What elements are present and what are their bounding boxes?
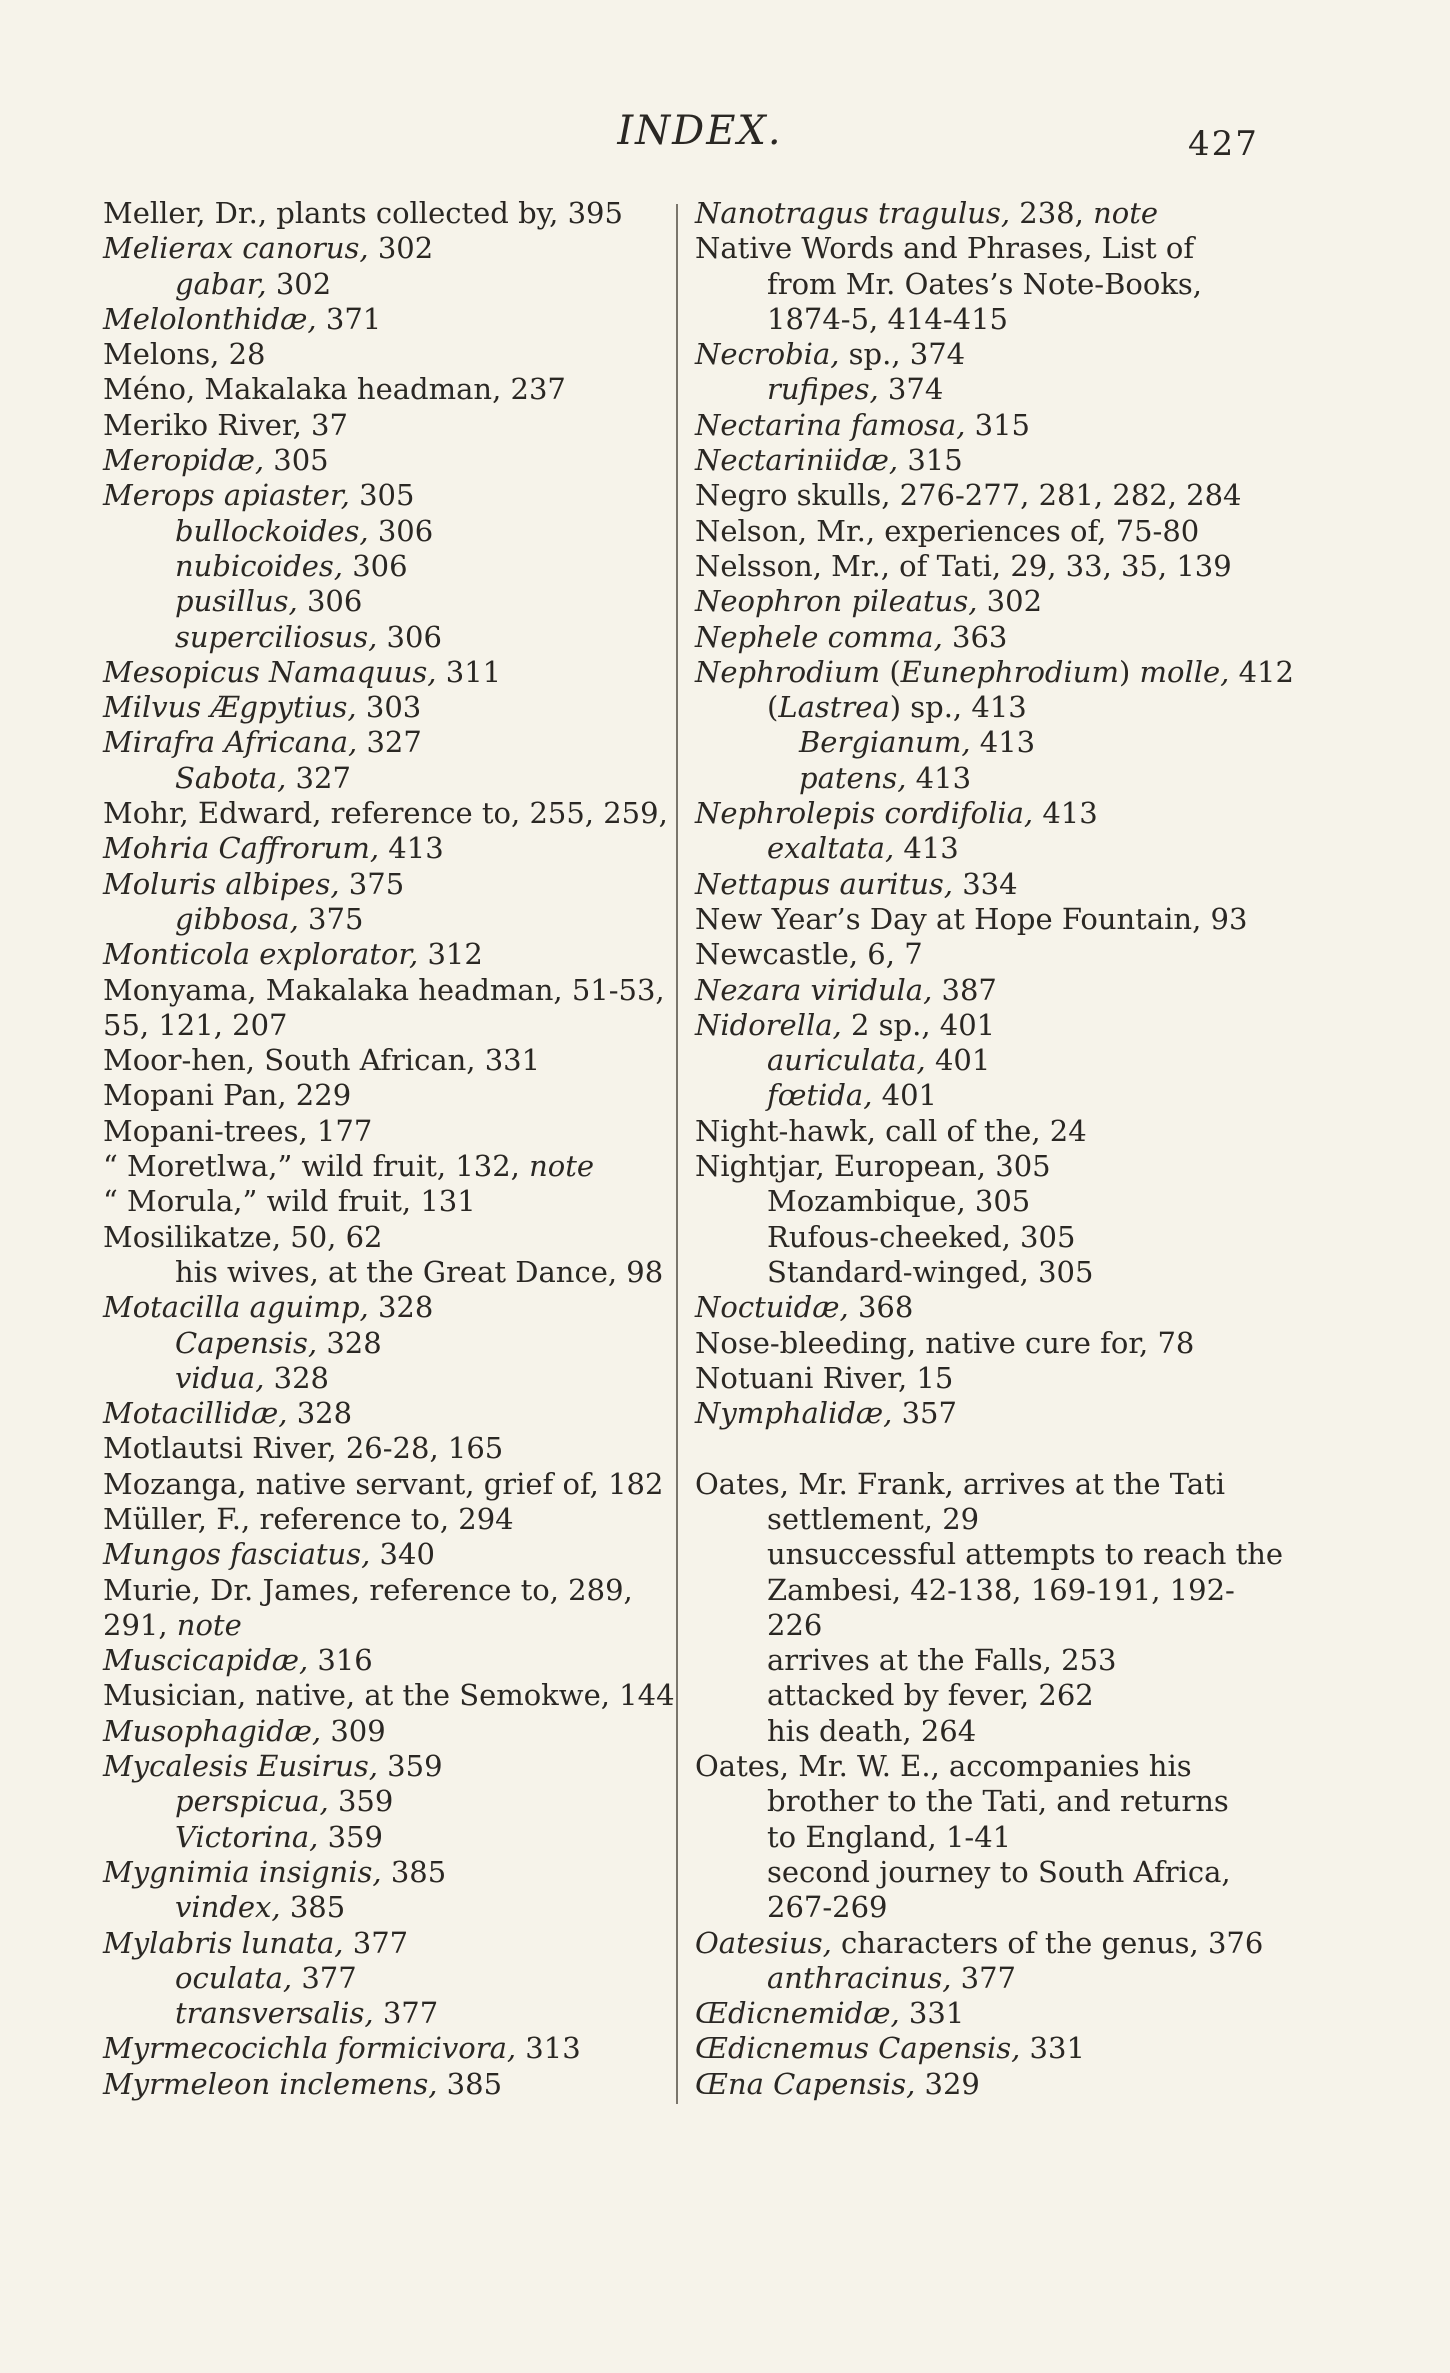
index-entry [695, 337, 1255, 372]
index-entry-text: Méno, Makalaka headman, 237 [103, 372, 566, 407]
index-entry [103, 1573, 673, 1608]
index-entry [103, 1678, 673, 1713]
index-entry [695, 867, 1255, 902]
index-entry-text: Standard-winged, 305 [767, 1254, 1094, 1289]
index-entry-italic-text: Necrobia, [695, 337, 840, 372]
index-entry-italic-text: Myrmeleon inclemens, [103, 2066, 438, 2101]
index-entry-italic-text: Lastrea [778, 690, 890, 725]
index-entry [695, 372, 1255, 407]
index-entry-text: 306 [368, 513, 434, 548]
index-entry-text: his wives, at the Great Dance, 98 [175, 1254, 664, 1289]
index-entry-text: Moor-hen, South African, 331 [103, 1043, 541, 1078]
index-entry [103, 1820, 673, 1855]
index-entry [695, 1925, 1264, 1961]
index-entry-italic-text: gibbosa, [175, 901, 299, 936]
index-entry [695, 267, 1255, 302]
index-entry-italic-text: Myrmecocichla formicivora, [103, 2031, 517, 2066]
index-entry-italic-text: perspicua, [175, 1784, 329, 1819]
index-entry-text: 315 [898, 443, 963, 478]
index-entry-text: 305 [349, 478, 415, 513]
index-entry-text: 340 [370, 1537, 435, 1572]
index-entry [695, 796, 1255, 831]
index-entry [103, 1643, 673, 1678]
index-entry [103, 725, 673, 760]
index-entry-text: his death, 264 [767, 1713, 977, 1748]
index-entry-text: 334 [953, 866, 1018, 901]
index-entry [695, 725, 1255, 760]
index-entry-italic-text: Motacilla aguimp, [103, 1290, 369, 1325]
index-entry [695, 1608, 1255, 1643]
index-entry [103, 1926, 673, 1961]
index-entry-text: 329 [915, 2066, 980, 2101]
index-entry-text: Mohr, Edward, reference to, 255, 259, [103, 796, 668, 831]
index-entry [695, 1184, 1255, 1219]
index-entry-text: Native Words and Phrases, List of [695, 231, 1195, 266]
index-entry-text: 413 [1033, 796, 1098, 831]
index-entry [103, 1608, 673, 1643]
index-entry-italic-text: Nephrodium [695, 654, 881, 689]
index-entry-italic-text: Nephele comma, [695, 619, 943, 654]
index-entry [103, 1008, 673, 1043]
index-entry [695, 761, 1255, 796]
index-entry-italic-text: Motacillidæ, [103, 1396, 288, 1431]
index-entry [695, 1890, 1255, 1925]
index-entry [103, 655, 673, 690]
index-entry-text: 303 [356, 690, 422, 725]
index-entry [695, 443, 1255, 478]
index-entry-text: 371 [316, 301, 382, 336]
index-entry-text: 327 [286, 760, 351, 795]
index-entry-text: 302 [977, 584, 1043, 619]
index-entry-text: 375 [298, 901, 364, 936]
index-entry [695, 1043, 1255, 1078]
column-divider [676, 204, 678, 2104]
index-entry-text: Motlautsi River, 26-28, 165 [103, 1431, 504, 1466]
index-entry [103, 796, 673, 831]
index-entry-text: 302 [266, 266, 332, 301]
index-entry [103, 690, 673, 725]
index-entry-text: 331 [899, 1996, 965, 2031]
index-entry-text: 306 [343, 548, 408, 583]
index-entry [103, 761, 673, 796]
index-entry-text: “ Morula,” wild fruit, 131 [103, 1184, 476, 1219]
index-entry-text: 359 [377, 1749, 443, 1784]
index-entry-text: 328 [368, 1290, 434, 1325]
index-entry-italic-text: Muscicapidæ, [103, 1643, 309, 1678]
index-entry-text: Night-hawk, call of the, 24 [695, 1113, 1087, 1148]
index-column-right [695, 196, 1294, 2102]
index-entry [103, 1326, 673, 1361]
index-entry [695, 1078, 1255, 1113]
index-entry-italic-text: Mohria Caffrorum, [103, 831, 380, 866]
index-entry-text: 226 [767, 1607, 823, 1642]
index-entry-text: 306 [297, 584, 363, 619]
index-entry [695, 831, 1255, 866]
index-entry-text: Müller, F., reference to, 294 [103, 1501, 514, 1536]
index-entry [103, 1184, 673, 1219]
index-entry [695, 620, 1255, 655]
index-entry-text: 55, 121, 207 [103, 1007, 288, 1042]
index-entry-text: Mosilikatze, 50, 62 [103, 1219, 383, 1254]
index-entry-italic-text: Moluris albipes, [103, 866, 340, 901]
index-entry-italic-text: Œna Capensis, [695, 2066, 916, 2101]
index-entry-italic-text: Eunephrodium [900, 654, 1119, 689]
index-entry-text: 413 [906, 760, 972, 795]
index-entry [695, 2067, 1255, 2102]
index-entry-italic-text: anthracinus, [767, 1960, 952, 1995]
index-entry-italic-text: Victorina, [175, 1819, 319, 1854]
index-entry [695, 584, 1255, 619]
index-entry [103, 1961, 673, 1996]
index-entry-italic-text: Œdicnemus Capensis, [695, 2031, 1021, 2066]
index-entry [103, 302, 673, 337]
index-entry-italic-text: Oatesius, [695, 1925, 832, 1960]
index-entry [103, 1043, 673, 1078]
index-entry [103, 1255, 673, 1290]
index-entry-italic-text: Capensis, [175, 1325, 318, 1360]
index-entry-text: 267-269 [767, 1890, 888, 1925]
index-entry [695, 1537, 1284, 1572]
index-entry-italic-text: Monticola explorator, [103, 937, 419, 972]
index-entry-text: Nelsson, Mr., of Tati, 29, 33, 35, 139 [695, 548, 1232, 583]
index-entry [695, 1784, 1255, 1819]
index-entry-text: 413 [379, 831, 444, 866]
index-entry [695, 1573, 1255, 1608]
index-entry-text: Negro skulls, 276-277, 281, 282, 284 [695, 478, 1242, 513]
index-entry-italic-text: Mygnimia insignis, [103, 1854, 382, 1889]
index-entry-text: 327 [357, 725, 422, 760]
index-entry-text: Zambesi, 42-138, 169-191, 192- [767, 1572, 1235, 1607]
index-entry [103, 1467, 673, 1502]
index-entry [695, 1396, 1255, 1431]
index-entry-italic-text: Nidorella, [695, 1007, 842, 1042]
index-entry-text: Mopani Pan, 229 [103, 1078, 352, 1113]
index-entry [103, 2067, 673, 2102]
index-entry-italic-text: fœtida, [767, 1078, 873, 1113]
index-entry [695, 2031, 1255, 2066]
index-entry-italic-text: bullockoides, [175, 513, 369, 548]
index-entry-text: second journey to South Africa, [767, 1854, 1231, 1889]
index-entry-text: Mopani-trees, 177 [103, 1113, 373, 1148]
index-entry-text: 413 [894, 831, 959, 866]
index-entry [103, 1890, 673, 1925]
index-entry [103, 1361, 673, 1396]
index-entry [695, 654, 1294, 690]
index-entry-text: 385 [381, 1854, 447, 1889]
index-entry-italic-text: Mungos fasciatus, [103, 1537, 371, 1572]
index-entry-italic-text: vindex, [175, 1890, 281, 1925]
index-entry-text: 309 [321, 1713, 386, 1748]
index-entry-text: Rufous-cheeked, 305 [767, 1219, 1076, 1254]
index-entry-italic-text: oculata, [175, 1960, 293, 1995]
index-entry-text: Oates, Mr. Frank, arrives at the Tati [695, 1466, 1226, 1501]
index-entry [695, 196, 1255, 231]
index-entry-text: 328 [287, 1396, 353, 1431]
index-entry-text: 2 sp., 401 [841, 1007, 996, 1042]
index-entry-italic-text: Mirafra Africana, [103, 725, 358, 760]
index-entry-text: 357 [892, 1396, 957, 1431]
index-entry-italic-text: Neophron pileatus, [695, 584, 978, 619]
index-entry [103, 1290, 673, 1325]
index-entry-text: Notuani River, 15 [695, 1360, 954, 1395]
index-entry-italic-text: superciliosus, [175, 619, 378, 654]
index-entry-text: unsuccessful attempts to reach the [767, 1537, 1284, 1572]
index-entry-text: 401 [925, 1043, 991, 1078]
index-entry-text: 1874-5, 414-415 [767, 301, 1008, 336]
index-entry [103, 549, 673, 584]
index-entry [695, 549, 1255, 584]
index-entry-text: 302 [368, 231, 434, 266]
index-entry-text: 331 [1020, 2031, 1085, 2066]
index-entry-text: settlement, 29 [767, 1501, 980, 1536]
index-entry-text: from Mr. Oates’s Note-Books, [767, 266, 1203, 301]
index-entry [695, 514, 1255, 549]
index-entry [695, 1361, 1255, 1396]
index-entry-text: 413 [970, 725, 1036, 760]
index-entry-text: Mozanga, native servant, grief of, 182 [103, 1466, 664, 1501]
index-entry-italic-text: Milvus Ægpytius, [103, 690, 357, 725]
index-entry-text: 306 [377, 619, 442, 654]
index-entry-text: ) sp., 413 [889, 690, 1027, 725]
index-entry-text: 387 [932, 972, 997, 1007]
index-entry-text: brother to the Tati, and returns [767, 1784, 1229, 1819]
page-title: INDEX. [617, 108, 783, 154]
index-entry-italic-text: Œdicnemidæ, [695, 1996, 900, 2031]
index-entry-italic-text: patens, [799, 760, 907, 795]
index-entry-italic-text: Nymphalidæ, [695, 1396, 893, 1431]
index-entry [695, 1749, 1255, 1784]
index-entry [695, 1467, 1255, 1502]
index-entry [103, 1431, 673, 1466]
index-entry [695, 1961, 1255, 1996]
index-entry [103, 1149, 673, 1184]
index-entry-italic-text: auriculata, [767, 1043, 926, 1078]
page-number: 427 [1188, 124, 1259, 164]
index-entry-italic-text: Nectarina famosa, [695, 407, 966, 442]
index-entry [103, 1220, 673, 1255]
index-entry-text: Mozambique, 305 [767, 1184, 1031, 1219]
index-entry-italic-text: pusillus, [175, 584, 298, 619]
index-entry [103, 867, 673, 902]
index-entry-text: 368 [848, 1290, 914, 1325]
index-entry-text: sp., 374 [839, 337, 966, 372]
index-entry-text: 374 [878, 372, 944, 407]
index-entry-italic-text: nubicoides, [175, 548, 343, 583]
index-entry-text: 328 [264, 1360, 329, 1395]
index-entry [103, 408, 673, 443]
index-entry [695, 902, 1255, 937]
index-entry [695, 302, 1255, 337]
index-entry [103, 1855, 673, 1890]
index-entry-text: Monyama, Makalaka headman, 51-53, [103, 972, 665, 1007]
index-entry-italic-text: Noctuidæ, [695, 1290, 849, 1325]
index-entry [103, 2031, 673, 2066]
index-entry-text: ( [767, 690, 779, 725]
index-entry-italic-text: vidua, [175, 1360, 265, 1395]
index-entry-italic-text: Mycalesis Eusirus, [103, 1749, 378, 1784]
index-entry-italic-text: exaltata, [767, 831, 895, 866]
index-entry-text: 316 [308, 1643, 373, 1678]
index-entry-text: 385 [280, 1890, 346, 1925]
index-entry [695, 937, 1255, 972]
index-entry [695, 1220, 1255, 1255]
index-entry-text: 328 [317, 1325, 382, 1360]
index-entry-italic-text: gabar, [175, 266, 267, 301]
index-entry-italic-text: rufipes, [767, 372, 879, 407]
index-entry-text: 385 [437, 2066, 503, 2101]
index-entry-text: New Year’s Day at Hope Fountain, 93 [695, 901, 1248, 936]
index-entry-text: Musician, native, at the Semokwe, 144 [103, 1678, 675, 1713]
index-entry-italic-text: Bergianum, [799, 725, 971, 760]
index-entry-text: 313 [516, 2031, 581, 2066]
index-entry-text: Nelson, Mr., experiences of, 75-80 [695, 513, 1200, 548]
index-entry-text: arrives at the Falls, 253 [767, 1643, 1117, 1678]
index-entry [103, 1996, 673, 2031]
index-entry [103, 443, 673, 478]
index-entry [695, 1149, 1255, 1184]
index-entry [103, 1396, 673, 1431]
index-entry [695, 478, 1255, 513]
index-entry-text: Nose-bleeding, native cure for, 78 [695, 1325, 1195, 1360]
index-entry [103, 1114, 673, 1149]
index-entry-text: Murie, Dr. James, reference to, 289, [103, 1572, 633, 1607]
index-entry [103, 196, 673, 231]
index-entry [103, 1784, 673, 1819]
index-entry-italic-text: molle, [1139, 654, 1230, 689]
index-entry-text: Oates, Mr. W. E., accompanies his [695, 1749, 1192, 1784]
index-entry [103, 937, 673, 972]
index-entry-text: 377 [951, 1960, 1016, 1995]
index-entry [695, 1678, 1255, 1713]
index-entry-text: 305 [264, 443, 329, 478]
index-entry-italic-text: Mylabris lunata, [103, 1925, 344, 1960]
index-entry-italic-text: Mesopicus Namaquus, [103, 654, 437, 689]
index-entry-text: 412 [1229, 654, 1294, 689]
index-entry-text: 377 [343, 1925, 409, 1960]
index-entry-text: Meriko River, 37 [103, 407, 348, 442]
index-entry [695, 1290, 1255, 1325]
index-entry-text: 377 [373, 1996, 439, 2031]
index-entry [103, 620, 673, 655]
index-entry-text: 401 [872, 1078, 937, 1113]
index-entry-italic-text: Nephrolepis cordifolia, [695, 796, 1034, 831]
index-entry [103, 267, 673, 302]
index-entry-text: 375 [339, 866, 405, 901]
index-entry [695, 408, 1255, 443]
index-entry-italic-text: Musophagidæ, [103, 1713, 322, 1748]
index-entry-text: 315 [965, 407, 1030, 442]
index-entry [103, 584, 673, 619]
index-entry [695, 1114, 1255, 1149]
index-entry [695, 1255, 1255, 1290]
index-column-left [103, 196, 673, 2102]
index-entry-text: 311 [436, 654, 502, 689]
index-entry-italic-text: note [176, 1607, 242, 1642]
index-entry [695, 690, 1255, 725]
index-entry [695, 1996, 1255, 2031]
index-entry-italic-text: Sabota, [175, 760, 287, 795]
index-entry-text: 359 [318, 1819, 383, 1854]
index-entry-italic-text: Nettapus auritus, [695, 866, 954, 901]
index-entry [695, 973, 1255, 1008]
index-entry-italic-text: note [529, 1149, 595, 1184]
index-entry-text: ( [880, 654, 901, 689]
index-entry [103, 902, 673, 937]
index-entry [103, 478, 673, 513]
index-entry [695, 1855, 1255, 1890]
index-entry [695, 1820, 1255, 1855]
index-entry-text: to England, 1-41 [767, 1819, 1012, 1854]
index-entry-italic-text: transversalis, [175, 1996, 374, 2031]
index-entry-text: 312 [418, 937, 483, 972]
index-entry [103, 372, 673, 407]
index-entry [695, 1643, 1255, 1678]
index-entry-text: 291, [103, 1607, 177, 1642]
index-entry [695, 1008, 1255, 1043]
index-entry-text: “ Moretlwa,” wild fruit, 132, [103, 1149, 530, 1184]
index-entry-italic-text: note [1093, 196, 1159, 230]
index-entry-italic-text: Merops apiaster, [103, 478, 350, 513]
index-entry [103, 1078, 673, 1113]
index-entry-italic-text: Meropidæ, [103, 443, 265, 478]
index-letter-gap [695, 1431, 1255, 1466]
index-entry [695, 1326, 1255, 1361]
index-entry [103, 831, 673, 866]
index-entry-text: characters of the genus, 376 [831, 1925, 1264, 1960]
index-entry [103, 337, 673, 372]
index-entry [695, 231, 1255, 266]
index-entry-italic-text: Nanotragus tragulus, [695, 196, 1011, 230]
index-entry [103, 1502, 673, 1537]
index-entry-italic-text: Nezara viridula, [695, 972, 933, 1007]
index-entry [695, 1714, 1255, 1749]
index-entry-text: Meller, Dr., plants collected by, 395 [103, 196, 623, 230]
index-entry-text: Nightjar, European, 305 [695, 1149, 1051, 1184]
index-entry-text: 238, [1010, 196, 1094, 230]
index-entry-text: 359 [328, 1784, 394, 1819]
index-entry-text: ) [1118, 654, 1140, 689]
index-entry-italic-text: Nectariniidæ, [695, 443, 899, 478]
index-entry-text: Newcastle, 6, 7 [695, 937, 923, 972]
index-entry [695, 1502, 1255, 1537]
index-entry-text: 377 [292, 1960, 357, 1995]
index-entry-text: attacked by fever, 262 [767, 1678, 1094, 1713]
index-entry [103, 231, 673, 266]
index-entry-italic-text: Melolonthidæ, [103, 301, 317, 336]
index-entry-text: 363 [942, 619, 1008, 654]
index-entry [103, 1714, 673, 1749]
index-entry-text: Melons, 28 [103, 337, 266, 372]
index-entry-italic-text: Melierax canorus, [103, 231, 369, 266]
index-entry [103, 973, 673, 1008]
index-entry [103, 1749, 673, 1784]
index-entry [103, 1537, 673, 1572]
index-entry [103, 514, 673, 549]
